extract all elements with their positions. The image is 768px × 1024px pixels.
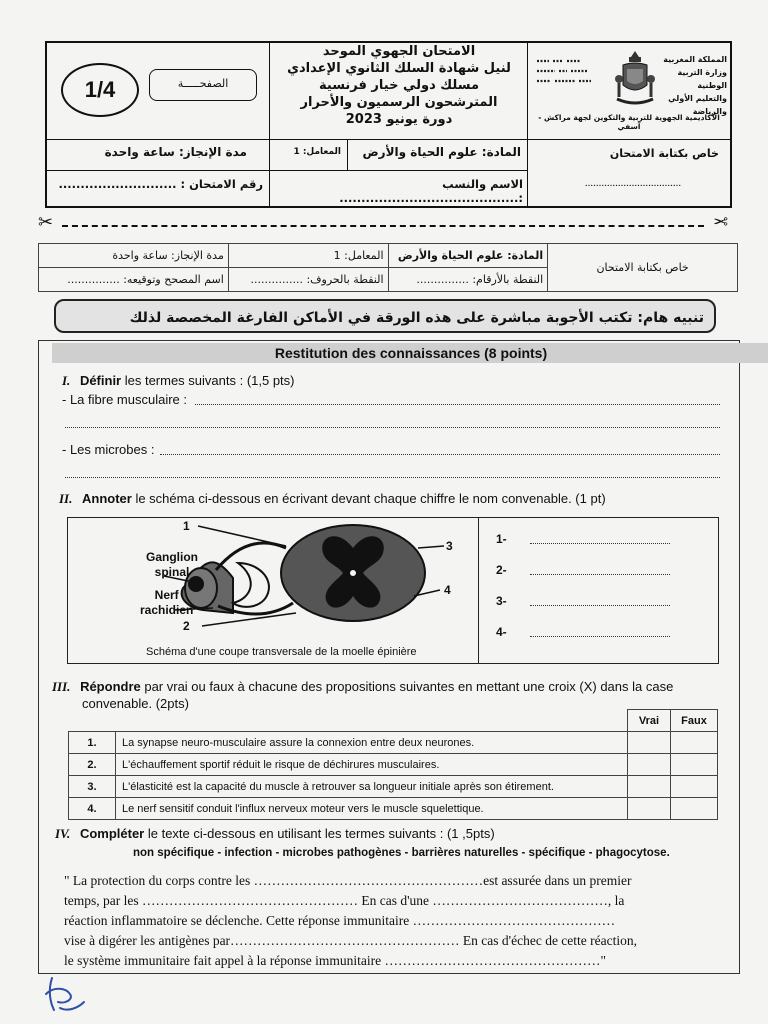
question-1 bbox=[62, 373, 295, 389]
annotation-answer-1[interactable] bbox=[530, 543, 670, 544]
scissors-icon: ✂ bbox=[38, 212, 54, 233]
fill-in-text[interactable] bbox=[64, 871, 637, 971]
academy-name: الأكاديمية الجهوية للتربية والتكوين لجهة مراكش - آسفي bbox=[538, 113, 720, 131]
row-statement: La synapse neuro-musculaire assure la connexion entre deux neurones. bbox=[116, 732, 628, 754]
ministry-block bbox=[529, 45, 728, 137]
answer-line[interactable] bbox=[65, 477, 720, 478]
label-ganglion-line: Ganglion bbox=[146, 550, 198, 564]
reserved-label: خاص بكتابة الامتحان bbox=[609, 147, 719, 160]
exam-title-line: لنيل شهادة السلك الثانوي الإعدادي bbox=[287, 61, 511, 76]
faux-checkbox[interactable] bbox=[671, 776, 718, 798]
question-text: le schéma ci-dessous en écrivant devant chaque chiffre le nom convenable. (1 pt) bbox=[131, 491, 606, 506]
term-fibre-label: - La fibre musculaire : bbox=[62, 392, 187, 407]
table-row bbox=[69, 732, 718, 754]
label-ganglion-spinal bbox=[146, 550, 198, 580]
coef-label: المعامل: 1 bbox=[293, 147, 341, 157]
reserved-dots: ................................... bbox=[584, 177, 682, 189]
label-nerf-line: Nerf bbox=[154, 588, 179, 602]
row-statement: L'échauffement sportif réduit le risque de déchirures musculaires. bbox=[116, 754, 628, 776]
fill-line[interactable]: " La protection du corps contre les ……………………………………………est assurée dans un premier bbox=[64, 873, 632, 888]
table-row bbox=[69, 776, 718, 798]
fill-line[interactable]: le système immunitaire fait appel à la réponse immunitaire …………………………………………" bbox=[64, 953, 607, 968]
page-number: 1/4 bbox=[61, 63, 139, 117]
tifinagh-logo-text bbox=[535, 55, 595, 89]
grade-duration: مدة الإنجاز: ساعة واحدة bbox=[39, 244, 229, 268]
fill-line[interactable]: réaction inflammatoire se déclenche. Cette réponse immunitaire ……………………………………… bbox=[64, 913, 616, 928]
annotation-answer-3[interactable] bbox=[530, 605, 670, 606]
label-nerf-rachidien bbox=[140, 588, 193, 618]
subject-label: المادة: علوم الحياة والأرض bbox=[362, 145, 521, 159]
handwritten-signature bbox=[40, 972, 90, 1016]
label-number-1: 1 bbox=[183, 519, 190, 533]
grade-box bbox=[38, 243, 738, 292]
table-row bbox=[69, 798, 718, 820]
scissors-icon: ✂ bbox=[712, 212, 728, 233]
question-verb: Définir bbox=[79, 373, 122, 388]
terms-list: non spécifique - infection - microbes pathogènes - barrières naturelles - spécifique - phagocytose. bbox=[133, 847, 670, 859]
exam-title-line: المترشحون الرسميون والأحرار bbox=[300, 95, 498, 110]
question-number: II. bbox=[59, 491, 73, 506]
diagram-caption: Schéma d'une coupe transversale de la moelle épinière bbox=[146, 646, 417, 658]
question-4 bbox=[55, 826, 495, 842]
grade-reserved: خاص بكتابة الامتحان bbox=[548, 244, 738, 292]
col-faux-header: Faux bbox=[671, 710, 718, 732]
question-verb: Annoter bbox=[82, 491, 132, 506]
annotation-answer-4[interactable] bbox=[530, 636, 670, 637]
annotation-label-1: 1- bbox=[496, 532, 507, 546]
row-number: 1. bbox=[69, 732, 116, 754]
question-number: IV. bbox=[55, 826, 71, 841]
spinal-cord-drawing bbox=[68, 518, 478, 663]
question-number: I. bbox=[62, 373, 71, 388]
ministry-line: المملكة المغربية bbox=[663, 55, 727, 64]
annotation-label-4: 4- bbox=[496, 625, 507, 639]
grade-numbers[interactable]: النقطة بالأرقام: ............... bbox=[388, 268, 548, 292]
faux-checkbox[interactable] bbox=[671, 798, 718, 820]
exam-session: دورة يونيو 2023 bbox=[345, 112, 453, 127]
question-verb: Compléter bbox=[79, 826, 145, 841]
vrai-checkbox[interactable] bbox=[628, 732, 671, 754]
row-statement: L'élasticité est la capacité du muscle à retrouver sa longueur initiale après son étirement. bbox=[116, 776, 628, 798]
true-false-table bbox=[68, 709, 718, 820]
important-notice: تنبيه هام: تكتب الأجوبة مباشرة على هذه الورقة في الأماكن الفارغة المخصصة لذلك bbox=[54, 299, 716, 333]
question-text: par vrai ou faux à chacune des propositions suivantes en mettant une croix (X) dans la case bbox=[140, 679, 674, 694]
row-statement: Le nerf sensitif conduit l'influx nerveux moteur vers le muscle squelettique. bbox=[116, 798, 628, 820]
ministry-line: وزارة التربية الوطنية bbox=[677, 68, 727, 90]
corrector-signature[interactable]: اسم المصحح وتوقيعه: ............... bbox=[39, 268, 229, 292]
page-label: الصفحـــــة bbox=[149, 69, 257, 101]
answer-line[interactable] bbox=[160, 454, 720, 455]
name-label: الاسم والنسب :......................................... bbox=[339, 177, 523, 205]
label-number-3: 3 bbox=[446, 539, 453, 553]
ministry-name bbox=[657, 53, 727, 118]
spinal-cord-diagram bbox=[67, 517, 719, 664]
ministry-line: والتعليم الأولي والرياضة bbox=[668, 94, 727, 116]
question-text: le texte ci-dessous en utilisant les termes suivants : (1 ,5pts) bbox=[144, 826, 495, 841]
row-number: 4. bbox=[69, 798, 116, 820]
question-number: III. bbox=[52, 679, 71, 694]
grade-coef: المعامل: 1 bbox=[228, 244, 388, 268]
question-3 bbox=[52, 678, 720, 712]
label-number-4: 4 bbox=[444, 583, 451, 597]
annotation-label-3: 3- bbox=[496, 594, 507, 608]
cut-line bbox=[38, 212, 728, 234]
label-nerf-line: rachidien bbox=[140, 603, 194, 617]
question-verb: Répondre bbox=[80, 679, 141, 694]
term-microbes-label: - Les microbes : bbox=[62, 442, 155, 457]
answer-line[interactable] bbox=[195, 404, 720, 405]
exam-header bbox=[45, 41, 732, 208]
grade-subject: المادة: علوم الحياة والأرض bbox=[388, 244, 548, 268]
exam-number-label: رقم الامتحان : ........................... bbox=[58, 177, 263, 191]
table-row bbox=[69, 754, 718, 776]
question-2 bbox=[59, 491, 606, 507]
annotation-label-2: 2- bbox=[496, 563, 507, 577]
answer-line[interactable] bbox=[65, 427, 720, 428]
annotation-answer-2[interactable] bbox=[530, 574, 670, 575]
kingdom-emblem-icon bbox=[615, 49, 655, 107]
row-number: 2. bbox=[69, 754, 116, 776]
duration-label: مدة الإنجاز: ساعة واحدة bbox=[104, 145, 247, 159]
fill-line[interactable]: temps, par les ………………………………………… En cas d'une …………………………………, la bbox=[64, 893, 625, 908]
question-text-cont: convenable. (2pts) bbox=[82, 696, 189, 711]
exam-title bbox=[275, 43, 523, 128]
faux-checkbox[interactable] bbox=[671, 754, 718, 776]
vrai-checkbox[interactable] bbox=[628, 776, 671, 798]
label-ganglion-line: spinal bbox=[154, 565, 190, 579]
faux-checkbox[interactable] bbox=[671, 732, 718, 754]
row-number: 3. bbox=[69, 776, 116, 798]
vrai-checkbox[interactable] bbox=[628, 754, 671, 776]
exam-title-line: مسلك دولي خيار فرنسية bbox=[319, 78, 479, 93]
label-number-2: 2 bbox=[183, 619, 190, 633]
question-text: les termes suivants : (1,5 pts) bbox=[121, 373, 295, 388]
fill-line[interactable]: vise à digérer les antigènes par…………………………………………… En cas d'échec de cette réaction, bbox=[64, 933, 638, 948]
exam-title-line: الامتحان الجهوي الموحد bbox=[322, 44, 476, 59]
grade-letters[interactable]: النقطة بالحروف: ............... bbox=[228, 268, 388, 292]
section-title: Restitution des connaissances (8 points) bbox=[52, 343, 768, 363]
vrai-checkbox[interactable] bbox=[628, 798, 671, 820]
col-vrai-header: Vrai bbox=[628, 710, 671, 732]
